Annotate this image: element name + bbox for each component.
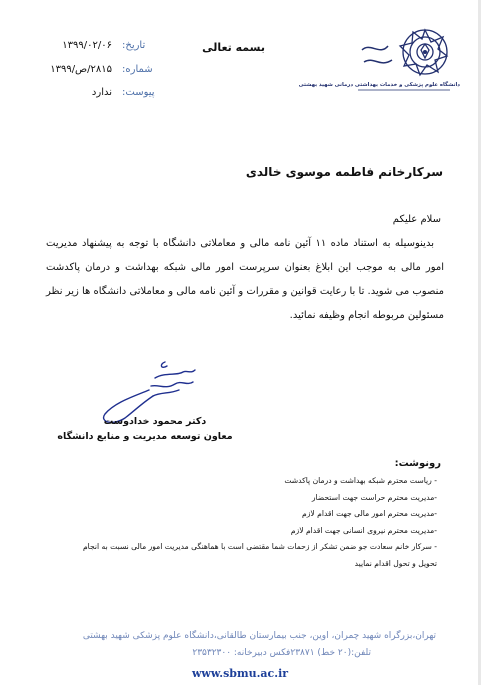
cc-heading: رونوشت: [394,458,441,469]
cc-item: - ریاست محترم شبکه بهداشت و درمان پاکدشت [284,476,437,485]
cc-item: تحویل و تحول اقدام نمایید [354,558,437,568]
number-label: شماره: [122,64,153,75]
attachment-label: پیوست: [122,87,155,98]
body-paragraph: بدینوسیله به استناد ماده ۱۱ آئین نامه مالی و معاملاتی دانشگاه با توجه به پیشنهاد مدیریت امور مالی به موجب این ابلاغ بعنوان سرپرست امور مالی شبکه بهداشت و درمان پاکدشت منصوب می شوید. تا با رعایت قوانین و مقررات و آئین نامه مالی و معاملاتی دانشگاه ها زیر نظر مسئولین مربوطه انجام وظیفه نمائید. [46,238,444,321]
footer-website-link[interactable]: www.sbmu.ac.ir [191,667,289,680]
date-label: تاریخ: [122,40,146,51]
greeting: سلام علیکم [392,214,441,225]
university-emblem-icon [298,12,460,102]
number-value: ۲۸۱۵/ص/۱۳۹۹ [50,64,112,75]
recipient-name: سرکارخانم فاطمه موسوی خالدی [245,165,443,179]
university-name: دانشگاه علوم پزشکی و خدمات بهداشتی درمانی شهید بهشتی [298,82,460,88]
cc-list [37,473,437,572]
letter-body [46,232,444,328]
date-value: ۱۳۹۹/۰۲/۰۶ [62,40,112,51]
cc-item: -مدیریت محترم حراست جهت استحضار [311,492,437,502]
signatory-name: دکتر محمود خدادوست [103,416,207,427]
university-logo [298,12,460,102]
signatory-title: معاون توسعه مدیریت و منابع دانشگاه [57,431,233,442]
attachment-value: ندارد [91,87,112,98]
footer-address: تهران،بزرگراه شهید چمران، اوین، جنب بیمارستان طالقانی،دانشگاه علوم پزشکی شهید بهشتی [82,631,436,641]
footer-phone: تلفن:(۲۰ خط) ۲۳۸۷۱فکس دبیرخانه: ۲۳۵۳۲۳۰۰ [192,648,371,658]
cc-item: -مدیریت محترم نیروی انسانی جهت اقدام لازم [290,525,437,535]
cc-item: - سرکار خانم سعادت جو ضمن تشکر از زحمات شما مقتضی است با هماهنگی مدیریت امور مالی نسبت به انجام [82,542,437,551]
cc-item: -مدیریت محترم امور مالی جهت اقدام لازم [302,509,437,518]
basmala-heading: بسمه تعالی [202,41,265,54]
